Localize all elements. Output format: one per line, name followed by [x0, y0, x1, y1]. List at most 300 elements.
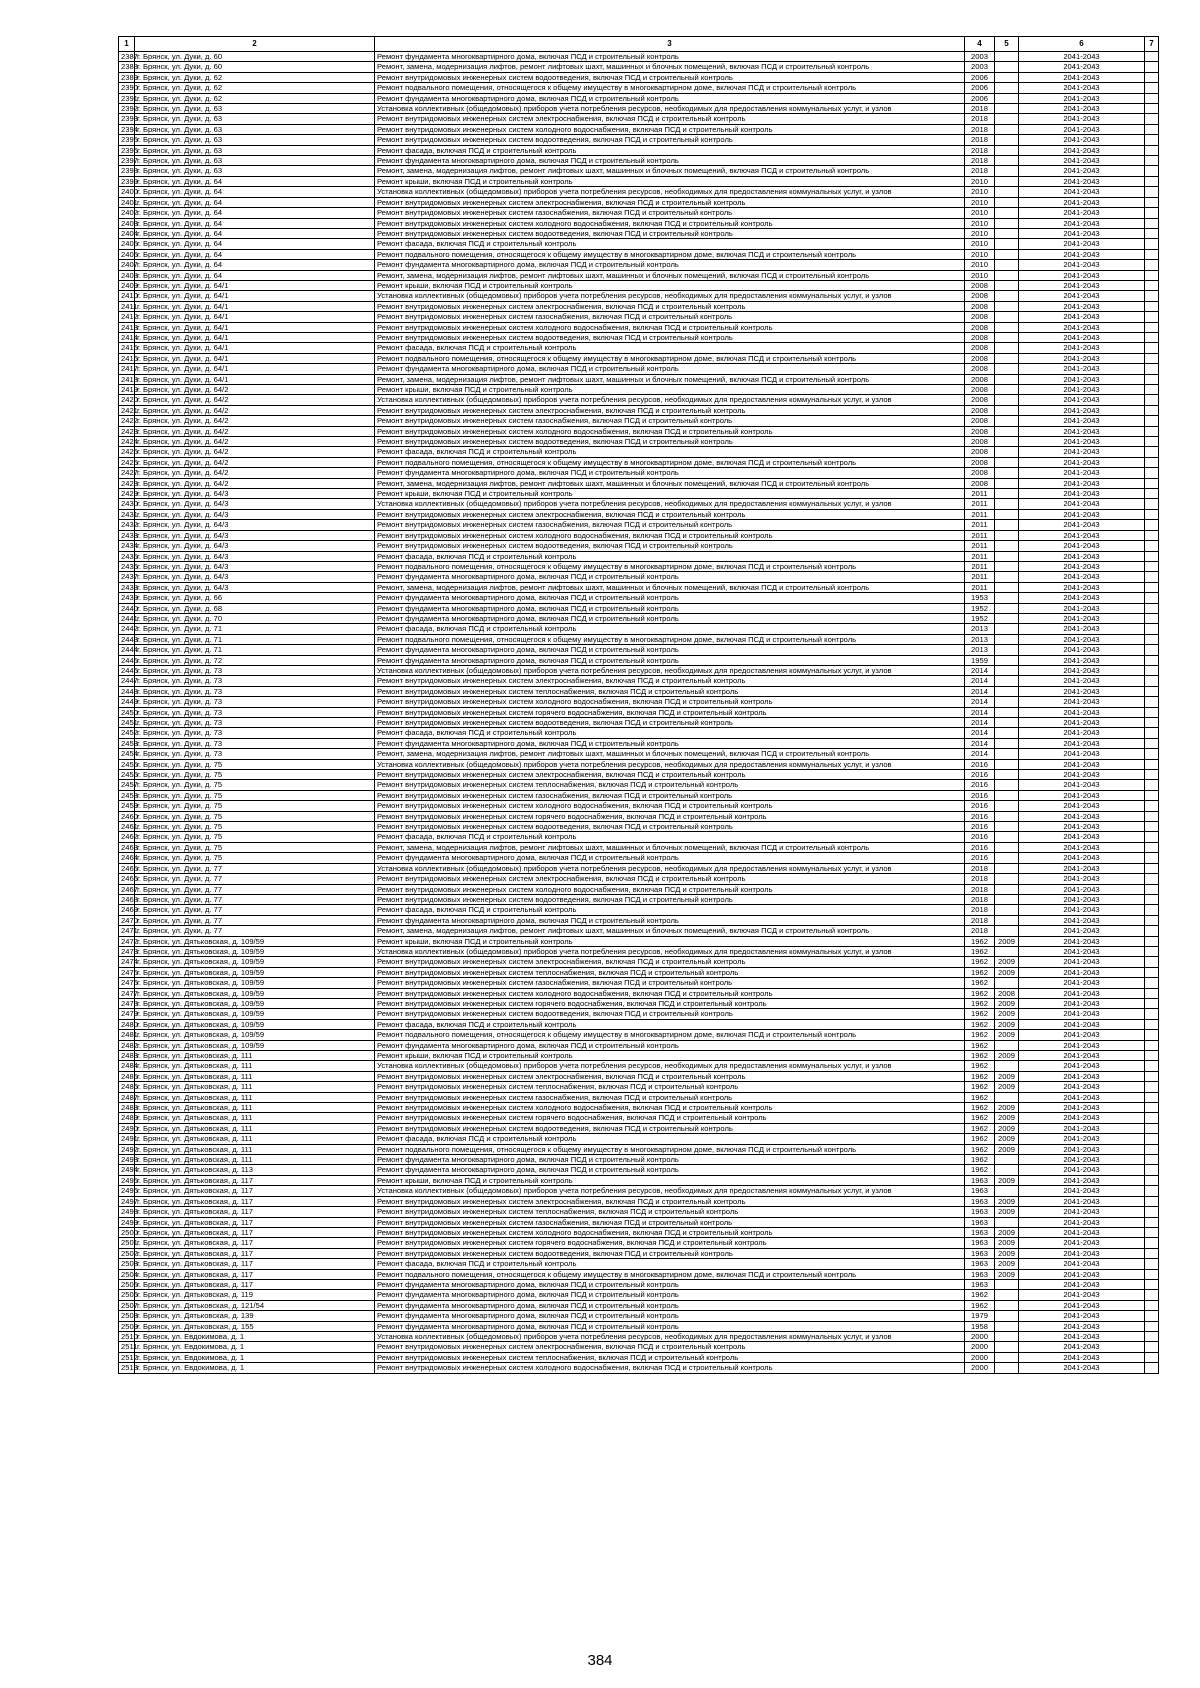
build-year: 2018: [965, 114, 995, 124]
build-year: 2000: [965, 1331, 995, 1341]
planned-period: 2041-2043: [1019, 478, 1145, 488]
row-number: 2409: [119, 280, 135, 290]
repair-year: [995, 1279, 1019, 1289]
work-type: Ремонт внутридомовых инженерных систем водоотведения, включая ПСД и строительный контроль: [375, 437, 965, 447]
planned-period: 2041-2043: [1019, 1269, 1145, 1279]
build-year: 2008: [965, 416, 995, 426]
address: г. Брянск, ул. Дуки, д. 64/3: [135, 530, 375, 540]
table-row: [119, 863, 1159, 873]
extra-cell: [1145, 676, 1159, 686]
planned-period: 2041-2043: [1019, 72, 1145, 82]
row-number: 2448: [119, 686, 135, 696]
row-number: 2513: [119, 1363, 135, 1373]
address: г. Брянск, ул. Дуки, д. 64: [135, 176, 375, 186]
build-year: 2018: [965, 156, 995, 166]
build-year: 2011: [965, 489, 995, 499]
repair-year: 2008: [995, 988, 1019, 998]
build-year: 1963: [965, 1238, 995, 1248]
extra-cell: [1145, 613, 1159, 623]
address: г. Брянск, ул. Дуки, д. 75: [135, 801, 375, 811]
work-type: Ремонт внутридомовых инженерных систем газоснабжения, включая ПСД и строительный контроль: [375, 416, 965, 426]
address: г. Брянск, ул. Дуки, д. 64: [135, 218, 375, 228]
planned-period: 2041-2043: [1019, 541, 1145, 551]
extra-cell: [1145, 208, 1159, 218]
row-number: 2431: [119, 509, 135, 519]
build-year: 2016: [965, 832, 995, 842]
repair-year: [995, 770, 1019, 780]
row-number: 2500: [119, 1227, 135, 1237]
build-year: 2018: [965, 863, 995, 873]
address: г. Брянск, ул. Дятьковская, д. 109/59: [135, 1030, 375, 1040]
row-number: 2456: [119, 770, 135, 780]
extra-cell: [1145, 1113, 1159, 1123]
extra-cell: [1145, 1009, 1159, 1019]
row-number: 2408: [119, 270, 135, 280]
repair-year: [995, 187, 1019, 197]
work-type: Ремонт фасада, включая ПСД и строительный контроль: [375, 343, 965, 353]
work-type: Ремонт внутридомовых инженерных систем холодного водоснабжения, включая ПСД и строительный контроль: [375, 884, 965, 894]
planned-period: 2041-2043: [1019, 1165, 1145, 1175]
row-number: 2485: [119, 1071, 135, 1081]
row-number: 2451: [119, 718, 135, 728]
address: г. Брянск, ул. Дуки, д. 73: [135, 718, 375, 728]
planned-period: 2041-2043: [1019, 936, 1145, 946]
row-number: 2512: [119, 1352, 135, 1362]
table-row: [119, 489, 1159, 499]
address: г. Брянск, ул. Дуки, д. 64: [135, 228, 375, 238]
work-type: Ремонт внутридомовых инженерных систем электроснабжения, включая ПСД и строительный контроль: [375, 1071, 965, 1081]
build-year: 2016: [965, 801, 995, 811]
planned-period: 2041-2043: [1019, 208, 1145, 218]
extra-cell: [1145, 218, 1159, 228]
repair-year: [995, 208, 1019, 218]
row-number: 2468: [119, 894, 135, 904]
address: г. Брянск, ул. Дуки, д. 64/1: [135, 332, 375, 342]
planned-period: 2041-2043: [1019, 572, 1145, 582]
build-year: 2016: [965, 811, 995, 821]
repair-year: [995, 686, 1019, 696]
planned-period: 2041-2043: [1019, 124, 1145, 134]
repair-year: [995, 1290, 1019, 1300]
table-row: [119, 1165, 1159, 1175]
build-year: 1953: [965, 593, 995, 603]
table-row: [119, 853, 1159, 863]
planned-period: 2041-2043: [1019, 405, 1145, 415]
planned-period: 2041-2043: [1019, 1207, 1145, 1217]
planned-period: 2041-2043: [1019, 353, 1145, 363]
planned-period: 2041-2043: [1019, 926, 1145, 936]
repair-year: [995, 530, 1019, 540]
repair-year: [995, 72, 1019, 82]
row-number: 2394: [119, 124, 135, 134]
repair-year: [995, 551, 1019, 561]
row-number: 2388: [119, 62, 135, 72]
planned-period: 2041-2043: [1019, 489, 1145, 499]
repair-year: [995, 312, 1019, 322]
build-year: 2008: [965, 395, 995, 405]
address: г. Брянск, ул. Дуки, д. 64/1: [135, 353, 375, 363]
repair-year: 2009: [995, 1269, 1019, 1279]
row-number: 2423: [119, 426, 135, 436]
row-number: 2434: [119, 541, 135, 551]
row-number: 2466: [119, 874, 135, 884]
address: г. Брянск, ул. Дуки, д. 63: [135, 156, 375, 166]
build-year: 2018: [965, 894, 995, 904]
extra-cell: [1145, 998, 1159, 1008]
planned-period: 2041-2043: [1019, 593, 1145, 603]
build-year: 1962: [965, 1061, 995, 1071]
planned-period: 2041-2043: [1019, 1186, 1145, 1196]
planned-period: 2041-2043: [1019, 946, 1145, 956]
build-year: 1963: [965, 1259, 995, 1269]
extra-cell: [1145, 686, 1159, 696]
build-year: 2003: [965, 62, 995, 72]
build-year: 2014: [965, 676, 995, 686]
address: г. Брянск, ул. Дуки, д. 64: [135, 270, 375, 280]
extra-cell: [1145, 1227, 1159, 1237]
extra-cell: [1145, 228, 1159, 238]
planned-period: 2041-2043: [1019, 1300, 1145, 1310]
planned-period: 2041-2043: [1019, 634, 1145, 644]
table-row: [119, 385, 1159, 395]
row-number: 2481: [119, 1030, 135, 1040]
extra-cell: [1145, 884, 1159, 894]
extra-cell: [1145, 249, 1159, 259]
repair-year: 2009: [995, 1134, 1019, 1144]
row-number: 2493: [119, 1155, 135, 1165]
repair-year: 2009: [995, 1082, 1019, 1092]
build-year: 2018: [965, 874, 995, 884]
row-number: 2488: [119, 1103, 135, 1113]
address: г. Брянск, ул. Дуки, д. 62: [135, 83, 375, 93]
row-number: 2492: [119, 1144, 135, 1154]
row-number: 2480: [119, 1019, 135, 1029]
build-year: 2006: [965, 93, 995, 103]
work-type: Ремонт внутридомовых инженерных систем водоотведения, включая ПСД и строительный контроль: [375, 72, 965, 82]
repair-year: [995, 603, 1019, 613]
table-row: [119, 1248, 1159, 1258]
address: г. Брянск, ул. Дуки, д. 64/2: [135, 447, 375, 457]
table-header-row: [119, 37, 1159, 52]
work-type: Ремонт внутридомовых инженерных систем газоснабжения, включая ПСД и строительный контроль: [375, 520, 965, 530]
repair-year: [995, 176, 1019, 186]
extra-cell: [1145, 1051, 1159, 1061]
table-row: [119, 1311, 1159, 1321]
table-row: [119, 1144, 1159, 1154]
work-type: Ремонт фасада, включая ПСД и строительный контроль: [375, 551, 965, 561]
planned-period: 2041-2043: [1019, 1342, 1145, 1352]
extra-cell: [1145, 759, 1159, 769]
extra-cell: [1145, 926, 1159, 936]
planned-period: 2041-2043: [1019, 437, 1145, 447]
table-row: [119, 967, 1159, 977]
table-row: [119, 457, 1159, 467]
work-type: Ремонт фасада, включая ПСД и строительный контроль: [375, 905, 965, 915]
address: г. Брянск, ул. Дятьковская, д. 111: [135, 1103, 375, 1113]
table-row: [119, 405, 1159, 415]
address: г. Брянск, ул. Дятьковская, д. 109/59: [135, 967, 375, 977]
build-year: 1962: [965, 1030, 995, 1040]
extra-cell: [1145, 416, 1159, 426]
table-row: [119, 520, 1159, 530]
work-type: Ремонт внутридомовых инженерных систем газоснабжения, включая ПСД и строительный контроль: [375, 1217, 965, 1227]
repair-year: [995, 561, 1019, 571]
work-type: Ремонт фундамента многоквартирного дома, включая ПСД и строительный контроль: [375, 738, 965, 748]
address: г. Брянск, ул. Дуки, д. 77: [135, 863, 375, 873]
table-row: [119, 894, 1159, 904]
header-col-1: 1: [119, 37, 135, 52]
header-col-3: 3: [375, 37, 965, 52]
extra-cell: [1145, 114, 1159, 124]
work-type: Ремонт внутридомовых инженерных систем горячего водоснабжения, включая ПСД и строительный контроль: [375, 1113, 965, 1123]
address: г. Брянск, ул. Дятьковская, д. 109/59: [135, 998, 375, 1008]
repair-year: [995, 1217, 1019, 1227]
address: г. Брянск, ул. Дуки, д. 71: [135, 634, 375, 644]
address: г. Брянск, ул. Дуки, д. 60: [135, 52, 375, 62]
address: г. Брянск, ул. Дуки, д. 64/3: [135, 520, 375, 530]
planned-period: 2041-2043: [1019, 1290, 1145, 1300]
repair-year: [995, 1061, 1019, 1071]
extra-cell: [1145, 1363, 1159, 1373]
address: г. Брянск, ул. Дуки, д. 75: [135, 832, 375, 842]
table-row: [119, 499, 1159, 509]
repair-year: [995, 634, 1019, 644]
row-number: 2508: [119, 1311, 135, 1321]
work-type: Ремонт внутридомовых инженерных систем электроснабжения, включая ПСД и строительный контроль: [375, 874, 965, 884]
work-type: Ремонт внутридомовых инженерных систем холодного водоснабжения, включая ПСД и строительный контроль: [375, 1363, 965, 1373]
extra-cell: [1145, 104, 1159, 114]
repair-year: [995, 489, 1019, 499]
row-number: 2442: [119, 624, 135, 634]
repair-year: [995, 332, 1019, 342]
planned-period: 2041-2043: [1019, 468, 1145, 478]
extra-cell: [1145, 1186, 1159, 1196]
address: г. Брянск, ул. Дуки, д. 73: [135, 738, 375, 748]
repair-year: 2009: [995, 1175, 1019, 1185]
extra-cell: [1145, 197, 1159, 207]
planned-period: 2041-2043: [1019, 551, 1145, 561]
address: г. Брянск, ул. Дятьковская, д. 113: [135, 1165, 375, 1175]
build-year: 1962: [965, 988, 995, 998]
address: г. Брянск, ул. Дуки, д. 73: [135, 707, 375, 717]
table-row: [119, 603, 1159, 613]
work-type: Ремонт подвального помещения, относящегося к общему имуществу в многоквартирном доме, включая ПСД и строительный контроль: [375, 1030, 965, 1040]
table-row: [119, 124, 1159, 134]
table-row: [119, 416, 1159, 426]
address: г. Брянск, ул. Дуки, д. 63: [135, 104, 375, 114]
repair-year: [995, 790, 1019, 800]
table-row: [119, 1123, 1159, 1133]
extra-cell: [1145, 1144, 1159, 1154]
extra-cell: [1145, 135, 1159, 145]
row-number: 2461: [119, 822, 135, 832]
table-row: [119, 166, 1159, 176]
address: г. Брянск, ул. Дятьковская, д. 111: [135, 1144, 375, 1154]
row-number: 2413: [119, 322, 135, 332]
repair-year: [995, 884, 1019, 894]
address: г. Брянск, ул. Дуки, д. 64: [135, 208, 375, 218]
repair-year: 2009: [995, 998, 1019, 1008]
extra-cell: [1145, 52, 1159, 62]
repair-year: [995, 280, 1019, 290]
table-row: [119, 228, 1159, 238]
repair-year: [995, 374, 1019, 384]
planned-period: 2041-2043: [1019, 967, 1145, 977]
table-row: [119, 280, 1159, 290]
address: г. Брянск, ул. Дятьковская, д. 111: [135, 1051, 375, 1061]
row-number: 2473: [119, 946, 135, 956]
address: г. Брянск, ул. Дуки, д. 75: [135, 770, 375, 780]
row-number: 2511: [119, 1342, 135, 1352]
table-row: [119, 957, 1159, 967]
build-year: 2008: [965, 364, 995, 374]
build-year: 2000: [965, 1342, 995, 1352]
build-year: 2010: [965, 197, 995, 207]
planned-period: 2041-2043: [1019, 374, 1145, 384]
work-type: Ремонт фундамента многоквартирного дома, включая ПСД и строительный контроль: [375, 52, 965, 62]
extra-cell: [1145, 260, 1159, 270]
work-type: Ремонт внутридомовых инженерных систем водоотведения, включая ПСД и строительный контроль: [375, 541, 965, 551]
address: г. Брянск, ул. Дуки, д. 64/1: [135, 291, 375, 301]
build-year: 2013: [965, 645, 995, 655]
row-number: 2503: [119, 1259, 135, 1269]
row-number: 2507: [119, 1300, 135, 1310]
table-row: [119, 686, 1159, 696]
table-row: [119, 1019, 1159, 1029]
row-number: 2402: [119, 208, 135, 218]
repair-year: [995, 218, 1019, 228]
work-type: Ремонт, замена, модернизация лифтов, ремонт лифтовых шахт, машинных и блочных помещений, включая ПСД и строительный контроль: [375, 749, 965, 759]
table-row: [119, 145, 1159, 155]
repair-year: [995, 166, 1019, 176]
row-number: 2438: [119, 582, 135, 592]
planned-period: 2041-2043: [1019, 561, 1145, 571]
extra-cell: [1145, 593, 1159, 603]
build-year: 2003: [965, 52, 995, 62]
repair-year: [995, 582, 1019, 592]
build-year: 2008: [965, 291, 995, 301]
repair-year: [995, 1186, 1019, 1196]
address: г. Брянск, ул. Дуки, д. 64: [135, 187, 375, 197]
address: г. Брянск, ул. Дятьковская, д. 117: [135, 1196, 375, 1206]
build-year: 2016: [965, 853, 995, 863]
work-type: Ремонт фундамента многоквартирного дома, включая ПСД и строительный контроль: [375, 1165, 965, 1175]
row-number: 2502: [119, 1248, 135, 1258]
row-number: 2437: [119, 572, 135, 582]
extra-cell: [1145, 894, 1159, 904]
work-type: Ремонт внутридомовых инженерных систем теплоснабжения, включая ПСД и строительный контроль: [375, 1207, 965, 1217]
build-year: 1962: [965, 957, 995, 967]
table-row: [119, 530, 1159, 540]
capital-repair-table: [118, 36, 1159, 1374]
address: г. Брянск, ул. Дуки, д. 73: [135, 686, 375, 696]
work-type: Ремонт крыши, включая ПСД и строительный контроль: [375, 280, 965, 290]
address: г. Брянск, ул. Дуки, д. 64/2: [135, 437, 375, 447]
work-type: Ремонт внутридомовых инженерных систем водоотведения, включая ПСД и строительный контроль: [375, 1009, 965, 1019]
row-number: 2498: [119, 1207, 135, 1217]
repair-year: [995, 499, 1019, 509]
work-type: Ремонт крыши, включая ПСД и строительный контроль: [375, 489, 965, 499]
row-number: 2429: [119, 489, 135, 499]
row-number: 2412: [119, 312, 135, 322]
repair-year: [995, 1352, 1019, 1362]
extra-cell: [1145, 603, 1159, 613]
address: г. Брянск, ул. Дятьковская, д. 117: [135, 1269, 375, 1279]
build-year: 2018: [965, 166, 995, 176]
planned-period: 2041-2043: [1019, 62, 1145, 72]
repair-year: [995, 842, 1019, 852]
repair-year: [995, 624, 1019, 634]
planned-period: 2041-2043: [1019, 1144, 1145, 1154]
table-row: [119, 353, 1159, 363]
row-number: 2435: [119, 551, 135, 561]
planned-period: 2041-2043: [1019, 957, 1145, 967]
address: г. Брянск, ул. Дуки, д. 62: [135, 72, 375, 82]
address: г. Брянск, ул. Дуки, д. 64: [135, 260, 375, 270]
build-year: 2018: [965, 145, 995, 155]
repair-year: [995, 52, 1019, 62]
build-year: 2010: [965, 239, 995, 249]
work-type: Ремонт фундамента многоквартирного дома, включая ПСД и строительный контроль: [375, 645, 965, 655]
planned-period: 2041-2043: [1019, 822, 1145, 832]
address: г. Брянск, ул. Дуки, д. 75: [135, 853, 375, 863]
table-row: [119, 697, 1159, 707]
row-number: 2463: [119, 842, 135, 852]
repair-year: [995, 385, 1019, 395]
address: г. Брянск, ул. Евдокимова, д. 1: [135, 1331, 375, 1341]
table-row: [119, 582, 1159, 592]
build-year: 1962: [965, 1144, 995, 1154]
build-year: 2010: [965, 208, 995, 218]
extra-cell: [1145, 624, 1159, 634]
extra-cell: [1145, 770, 1159, 780]
repair-year: [995, 249, 1019, 259]
row-number: 2460: [119, 811, 135, 821]
extra-cell: [1145, 874, 1159, 884]
planned-period: 2041-2043: [1019, 998, 1145, 1008]
repair-year: [995, 260, 1019, 270]
extra-cell: [1145, 301, 1159, 311]
extra-cell: [1145, 1207, 1159, 1217]
row-number: 2436: [119, 561, 135, 571]
address: г. Брянск, ул. Дятьковская, д. 117: [135, 1175, 375, 1185]
extra-cell: [1145, 853, 1159, 863]
planned-period: 2041-2043: [1019, 707, 1145, 717]
row-number: 2476: [119, 978, 135, 988]
table-row: [119, 447, 1159, 457]
repair-year: [995, 738, 1019, 748]
build-year: 2008: [965, 468, 995, 478]
table-row: [119, 1321, 1159, 1331]
work-type: Ремонт внутридомовых инженерных систем водоотведения, включая ПСД и строительный контроль: [375, 822, 965, 832]
work-type: Ремонт подвального помещения, относящегося к общему имуществу в многоквартирном доме, включая ПСД и строительный контроль: [375, 83, 965, 93]
address: г. Брянск, ул. Дуки, д. 75: [135, 822, 375, 832]
build-year: 2014: [965, 738, 995, 748]
work-type: Установка коллективных (общедомовых) приборов учета потребления ресурсов, необходимых для предоставления коммунальных услуг, и узлов: [375, 665, 965, 675]
planned-period: 2041-2043: [1019, 1113, 1145, 1123]
build-year: 1962: [965, 1165, 995, 1175]
repair-year: [995, 853, 1019, 863]
build-year: 2016: [965, 790, 995, 800]
work-type: Ремонт внутридомовых инженерных систем электроснабжения, включая ПСД и строительный контроль: [375, 957, 965, 967]
repair-year: 2009: [995, 967, 1019, 977]
work-type: Ремонт крыши, включая ПСД и строительный контроль: [375, 936, 965, 946]
build-year: 2010: [965, 249, 995, 259]
address: г. Брянск, ул. Дуки, д. 68: [135, 603, 375, 613]
address: г. Брянск, ул. Дятьковская, д. 117: [135, 1227, 375, 1237]
planned-period: 2041-2043: [1019, 52, 1145, 62]
build-year: 1962: [965, 998, 995, 1008]
